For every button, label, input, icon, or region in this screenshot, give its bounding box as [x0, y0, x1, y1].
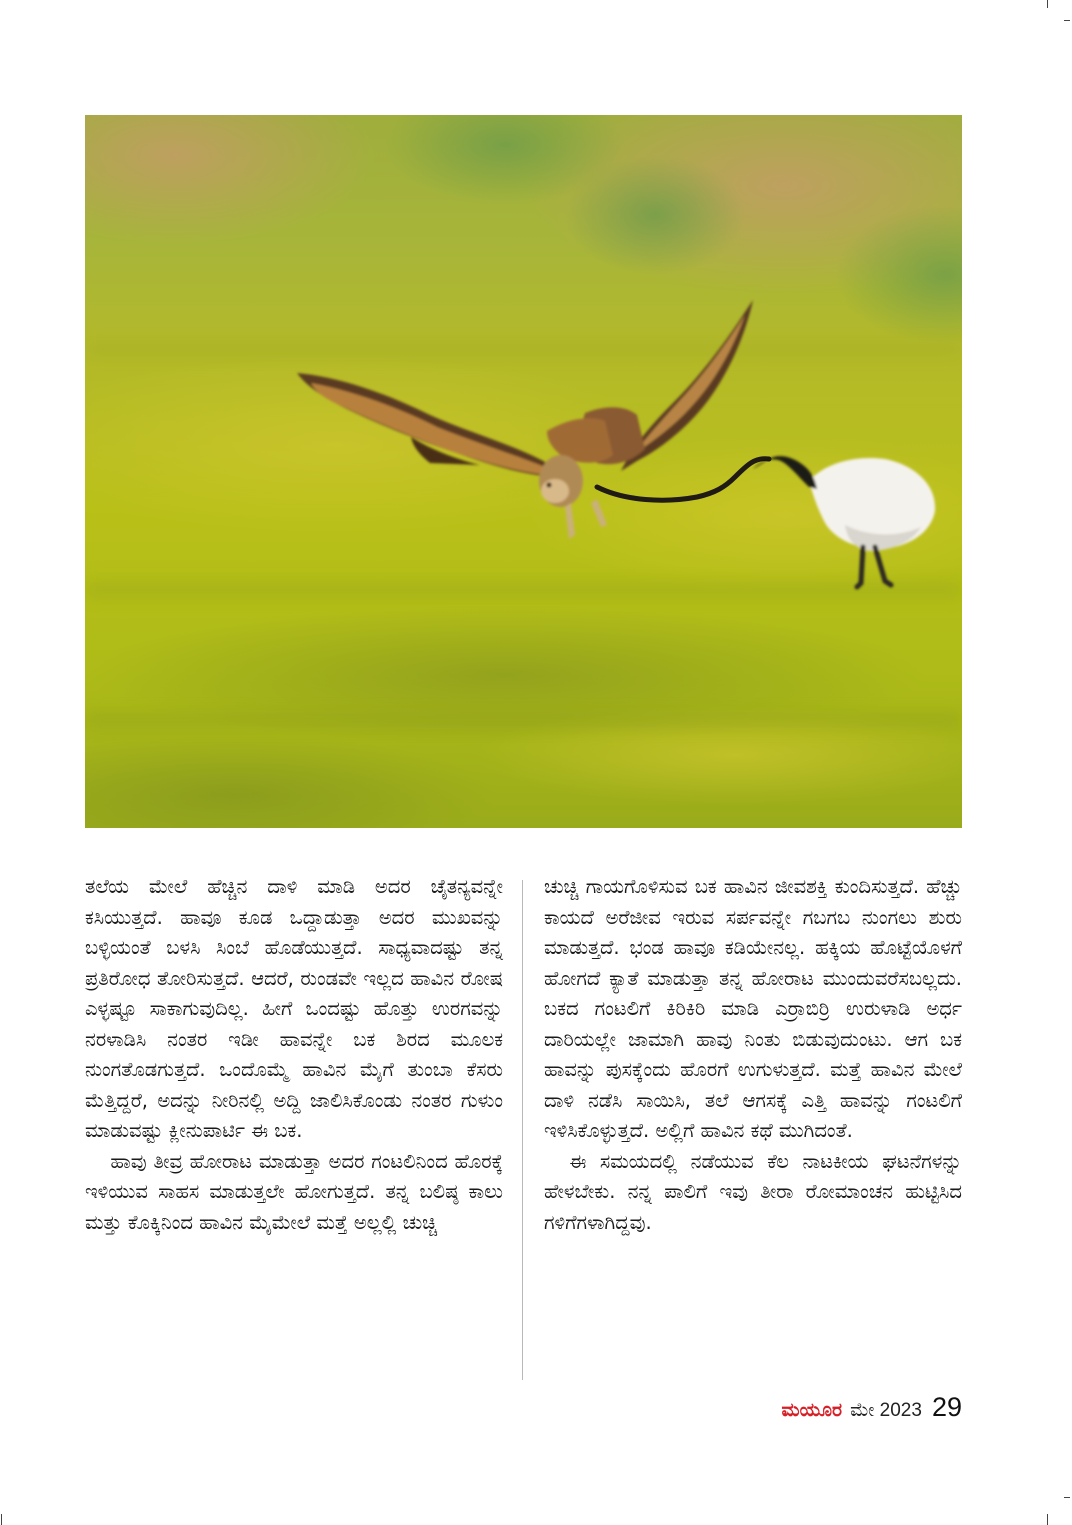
crop-mark	[1047, 0, 1048, 8]
article-column-right	[544, 872, 962, 1238]
crop-mark	[1064, 20, 1070, 21]
crop-mark	[1047, 1514, 1048, 1525]
crop-mark	[1064, 1497, 1070, 1498]
page-number: 29	[931, 1392, 962, 1422]
article-paragraph: ತಲೆಯ ಮೇಲೆ ಹೆಚ್ಚಿನ ದಾಳಿ ಮಾಡಿ ಅದರ ಚೈತನ್ಯವನ್ನೇ ಕಸಿಯುತ್ತದೆ. ಹಾವೂ ಕೂಡ ಒದ್ದಾಡುತ್ತಾ ಅದರ ಮುಖವನ್ನು ಬಳ್ಳಿಯಂತೆ ಬಳಸಿ ಸಿಂಬೆ ಹೊಡೆಯುತ್ತದೆ. ಸಾಧ್ಯವಾದಷ್ಟು ತನ್ನ ಪ್ರತಿರೋಧ ತೋರಿಸುತ್ತದೆ. ಆದರೆ, ರುಂಡವೇ ಇಲ್ಲದ ಹಾವಿನ ರೋಷ ಎಳ್ಳಷ್ಟೂ ಸಾಕಾಗುವುದಿಲ್ಲ. ಹೀಗೆ ಒಂದಷ್ಟು ಹೊತ್ತು ಉರಗವನ್ನು ನರಳಾಡಿಸಿ ನಂತರ ಇಡೀ ಹಾವನ್ನೇ ಬಕ ಶಿರದ ಮೂಲಕ ನುಂಗತೊಡಗುತ್ತದೆ. ಒಂದೊಮ್ಮೆ ಹಾವಿನ ಮೈಗೆ ತುಂಬಾ ಕೆಸರು ಮೆತ್ತಿದ್ದರೆ, ಅದನ್ನು ನೀರಿನಲ್ಲಿ ಅದ್ದಿ ಜಾಲಿಸಿಕೊಂಡು ನಂತರ ಗುಳುಂ ಮಾಡುವಷ್ಟು ಕ್ಲೀನುಪಾರ್ಟಿ ಈ ಬಕ.	[85, 875, 503, 1142]
page-footer	[782, 1392, 963, 1423]
article-paragraph: ಹಾವು ತೀವ್ರ ಹೋರಾಟ ಮಾಡುತ್ತಾ ಅದರ ಗಂಟಲಿನಿಂದ ಹೊರಕ್ಕೆ ಇಳಿಯುವ ಸಾಹಸ ಮಾಡುತ್ತಲೇ ಹೋಗುತ್ತದೆ. ತನ್ನ ಬಲಿಷ್ಠ ಕಾಲು ಮತ್ತು ಕೊಕ್ಕಿನಿಂದ ಹಾವಿನ ಮೈಮೇಲೆ ಮತ್ತೆ ಅಲ್ಲಲ್ಲಿ ಚುಚ್ಚಿ	[85, 1149, 503, 1234]
crop-mark	[1, 1514, 2, 1525]
issue-date: ಮೇ 2023	[850, 1400, 922, 1421]
magazine-logo: ಮಯೂರ	[781, 1400, 843, 1421]
column-divider	[522, 880, 523, 1380]
bird-photo	[85, 115, 962, 828]
article-paragraph: ಚುಚ್ಚಿ ಗಾಯಗೊಳಿಸುವ ಬಕ ಹಾವಿನ ಜೀವಶಕ್ತಿ ಕುಂದಿಸುತ್ತದೆ. ಹೆಚ್ಚು ಕಾಯದೆ ಅರೆಜೀವ ಇರುವ ಸರ್ಪವನ್ನೇ ಗಬಗಬ ನುಂಗಲು ಶುರು ಮಾಡುತ್ತದೆ. ಭಂಡ ಹಾವೂ ಕಡಿಯೇನಲ್ಲ. ಹಕ್ಕಿಯ ಹೊಟ್ಟೆಯೊಳಗೆ ಹೋಗದೆ ಕ್ಯಾತೆ ಮಾಡುತ್ತಾ ತನ್ನ ಹೋರಾಟ ಮುಂದುವರೆಸಬಲ್ಲದು. ಬಕದ ಗಂಟಲಿಗೆ ಕಿರಿಕಿರಿ ಮಾಡಿ ಎರ್ರಾಬಿರ್ರಿ ಉರುಳಾಡಿ ಅರ್ಧ ದಾರಿಯಲ್ಲೇ ಜಾಮಾಗಿ ಹಾವು ನಿಂತು ಬಿಡುವುದುಂಟು. ಆಗ ಬಕ ಹಾವನ್ನು ಪುಸಕ್ಕೆಂದು ಹೊರಗೆ ಉಗುಳುತ್ತದೆ. ಮತ್ತೆ ಹಾವಿನ ಮೇಲೆ ದಾಳಿ ನಡೆಸಿ ಸಾಯಿಸಿ, ತಲೆ ಆಗಸಕ್ಕೆ ಎತ್ತಿ ಹಾವನ್ನು ಗಂಟಲಿಗೆ ಇಳಿಸಿಕೊಳ್ಳುತ್ತದೆ. ಅಲ್ಲಿಗೆ ಹಾವಿನ ಕಥೆ ಮುಗಿದಂತೆ.	[544, 875, 962, 1142]
article-column-left	[85, 872, 503, 1238]
article-paragraph: ಈ ಸಮಯದಲ್ಲಿ ನಡೆಯುವ ಕೆಲ ನಾಟಕೀಯ ಘಟನೆಗಳನ್ನು ಹೇಳಬೇಕು. ನನ್ನ ಪಾಲಿಗೆ ಇವು ತೀರಾ ರೋಮಾಂಚನ ಹುಟ್ಟಿಸಿದ ಗಳಿಗೆಗಳಾಗಿದ್ದವು.	[544, 1149, 962, 1234]
bird-photo-graphic	[85, 115, 962, 828]
